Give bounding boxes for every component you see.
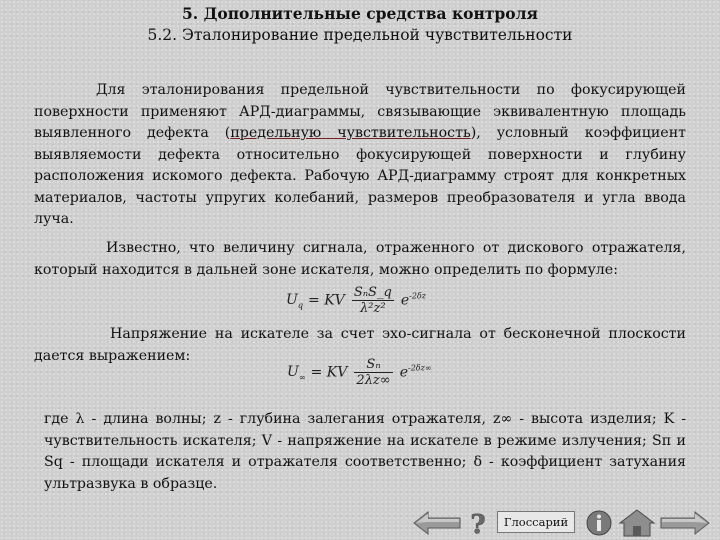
formula-2-exp-base: e bbox=[399, 364, 409, 381]
home-icon[interactable] bbox=[617, 508, 657, 538]
formula-2-lhs-sub: ∞ bbox=[298, 372, 306, 382]
paragraph-2 bbox=[34, 238, 686, 281]
forward-arrow-icon[interactable] bbox=[657, 508, 712, 538]
back-arrow-icon[interactable] bbox=[412, 508, 462, 538]
formula-1-exponent: -2δz bbox=[409, 291, 426, 301]
paragraph-1 bbox=[34, 80, 686, 231]
help-question-icon[interactable] bbox=[462, 508, 494, 538]
formula-1-lhs-sub: q bbox=[297, 300, 303, 310]
paragraph-1-text-b: ), условный коэффициент выявляемости дефекта относительно фокусирующей поверхности и глубину расположения искомого дефекта. Рабочую АРД-диаграмму строят для конкретных материалов, частоты упругих колебаний, размеров преобразователя и угла ввода луча. bbox=[34, 125, 687, 227]
paragraph-4: где λ - длина волны; z - глубина залегания отражателя, z∞ - высота изделия; K - чувствительность искателя; V - напряжение на искателе в режиме излучения; Sп и Sq - площади искателя и отражателя соответственно; δ - коэффициент затухания ультразвука в образце. bbox=[44, 411, 686, 492]
paragraph-3-text: Напряжение на искателе за счет эхо-сигнала от бесконечной плоскости дается выражением: bbox=[34, 326, 686, 364]
glossary-link-sensitivity[interactable]: предельную чувствительность bbox=[230, 125, 471, 141]
svg-text:?: ? bbox=[470, 510, 486, 538]
paragraph-2-text: Известно, что величину сигнала, отраженного от дискового отражателя, который находится в дальней зоне искателя, можно определить по формуле: bbox=[34, 240, 686, 278]
page-subtitle: 5.2. Эталонирование предельной чувствительности bbox=[147, 26, 573, 44]
formula-2-lhs: U bbox=[287, 363, 299, 380]
formula-1-coef: = KV bbox=[308, 292, 345, 309]
formula-infinite-plane bbox=[287, 357, 432, 388]
formula-2-denominator: 2λz∞ bbox=[356, 373, 391, 388]
paragraph-1-text-a: Для эталонирования предельной чувствительности по фокусирующей поверхности применяют АРД-диаграммы, связывающие эквивалентную площадь выявленного дефекта ( bbox=[34, 82, 686, 141]
formula-2-coef: = KV bbox=[310, 364, 348, 381]
formula-1-denominator: λ²z² bbox=[360, 301, 386, 316]
formula-1-numerator: SₙS_q bbox=[353, 285, 392, 300]
formula-1-lhs: U bbox=[286, 291, 298, 308]
formula-2-exponent: -2δz∞ bbox=[408, 363, 432, 373]
formula-disk-reflector bbox=[286, 285, 426, 316]
formula-1-exp-base: e bbox=[400, 292, 410, 309]
formula-2-numerator: Sₙ bbox=[354, 357, 392, 373]
glossary-button[interactable] bbox=[497, 511, 575, 533]
glossary-button-label: Глоссарий bbox=[503, 515, 569, 529]
page-title: 5. Дополнительные средства контроля bbox=[182, 4, 538, 23]
info-icon[interactable] bbox=[584, 508, 614, 538]
